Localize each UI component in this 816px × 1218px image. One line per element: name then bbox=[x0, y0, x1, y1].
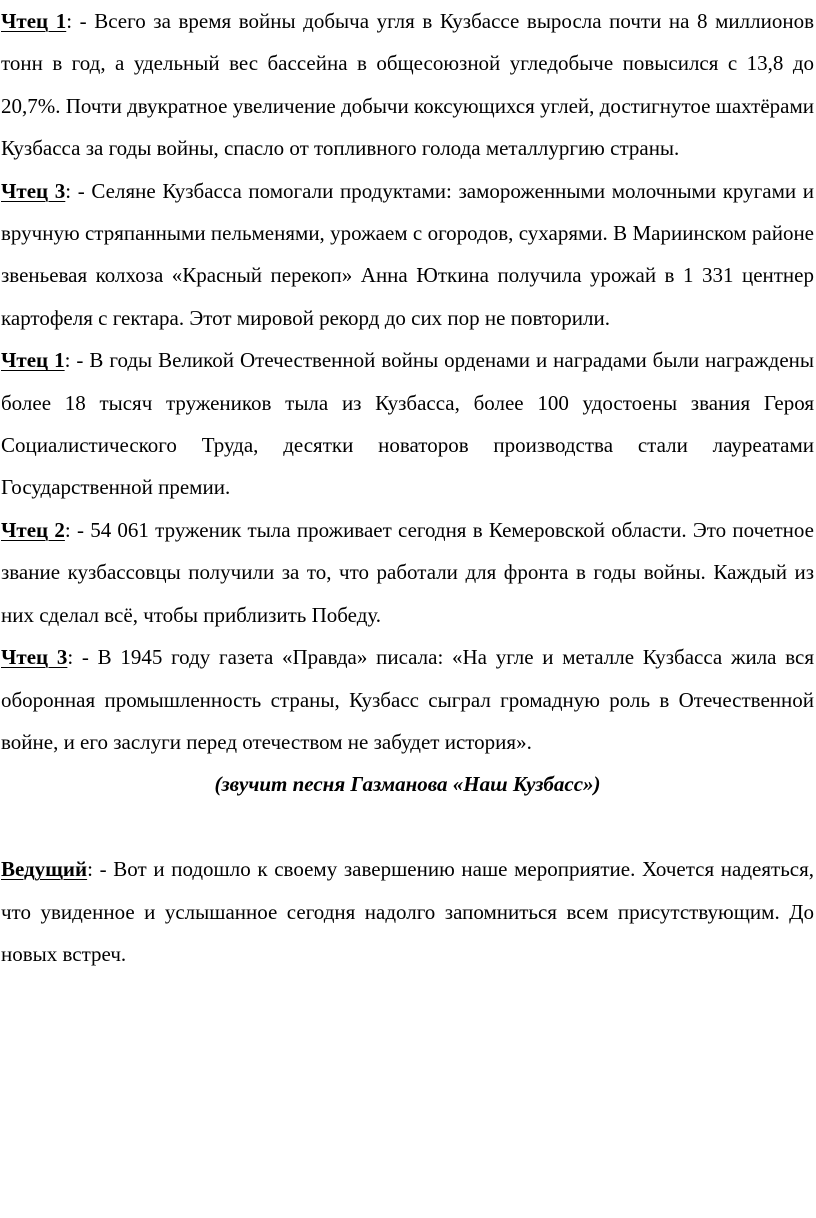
reader-1-paragraph-awards bbox=[1, 339, 814, 509]
paragraph-text: : - В 1945 году газета «Правда» писала: «На угле и металле Кузбасса жила вся оборонная промышленность страны, Кузбасс сыграл громадную роль в Отечественной войне, и его заслуги перед отечеством не забудет история». bbox=[1, 645, 814, 754]
paragraph-text: : - Всего за время войны добыча угля в Кузбассе выросла почти на 8 миллионов тонн в год, а удельный вес бассейна в общесоюзной угледобыче повысился с 13,8 до 20,7%. Почти двукратное увеличение добычи коксующихся углей, достигнутое шахтёрами Кузбасса за годы войны, спасло от топливного голода металлургию страны. bbox=[1, 9, 814, 161]
reader-3-paragraph-farmers bbox=[1, 170, 814, 340]
blank-line bbox=[1, 806, 814, 848]
paragraph-text: : - 54 061 труженик тыла проживает сегодня в Кемеровской области. Это почетное звание кузбассовцы получили за то, что работали для фронта в годы войны. Каждый из них сделал всё, чтобы приблизить Победу. bbox=[1, 517, 814, 627]
speaker-label: Чтец 2 bbox=[1, 517, 65, 542]
paragraph-text: : - Селяне Кузбасса помогали продуктами: замороженными молочными кругами и вручную стряпанными пельменями, урожаем с огородов, сухарями. В Мариинском районе звеньевая колхоза «Красный перекоп» Анна Юткина получила урожай в 1 331 центнер картофеля с гектара. Этот мировой рекорд до сих пор не повторили. bbox=[1, 178, 814, 330]
reader-3-paragraph-pravda bbox=[1, 636, 814, 763]
paragraph-text: : - Вот и подошло к своему завершению наше мероприятие. Хочется надеяться, что увиденное и услышанное сегодня надолго запомниться всем присутствующим. До новых встреч. bbox=[1, 857, 814, 966]
host-closing-paragraph bbox=[1, 848, 814, 975]
speaker-label: Чтец 1 bbox=[1, 9, 67, 33]
speaker-label: Ведущий bbox=[1, 857, 88, 882]
speaker-label: Чтец 3 bbox=[1, 178, 66, 203]
reader-2-paragraph-home-front bbox=[1, 509, 814, 636]
stage-direction: (звучит песня Газманова «Наш Кузбасс») bbox=[214, 772, 601, 797]
reader-1-paragraph-coal bbox=[1, 0, 814, 170]
speaker-label: Чтец 3 bbox=[1, 645, 68, 670]
speaker-label: Чтец 1 bbox=[1, 348, 65, 373]
paragraph-text: : - В годы Великой Отечественной войны орденами и наградами были награждены более 18 тысяч тружеников тыла из Кузбасса, более 100 удостоены звания Героя Социалистического Труда, десятки новаторов производства стали лауреатами Государственной премии. bbox=[1, 348, 814, 500]
